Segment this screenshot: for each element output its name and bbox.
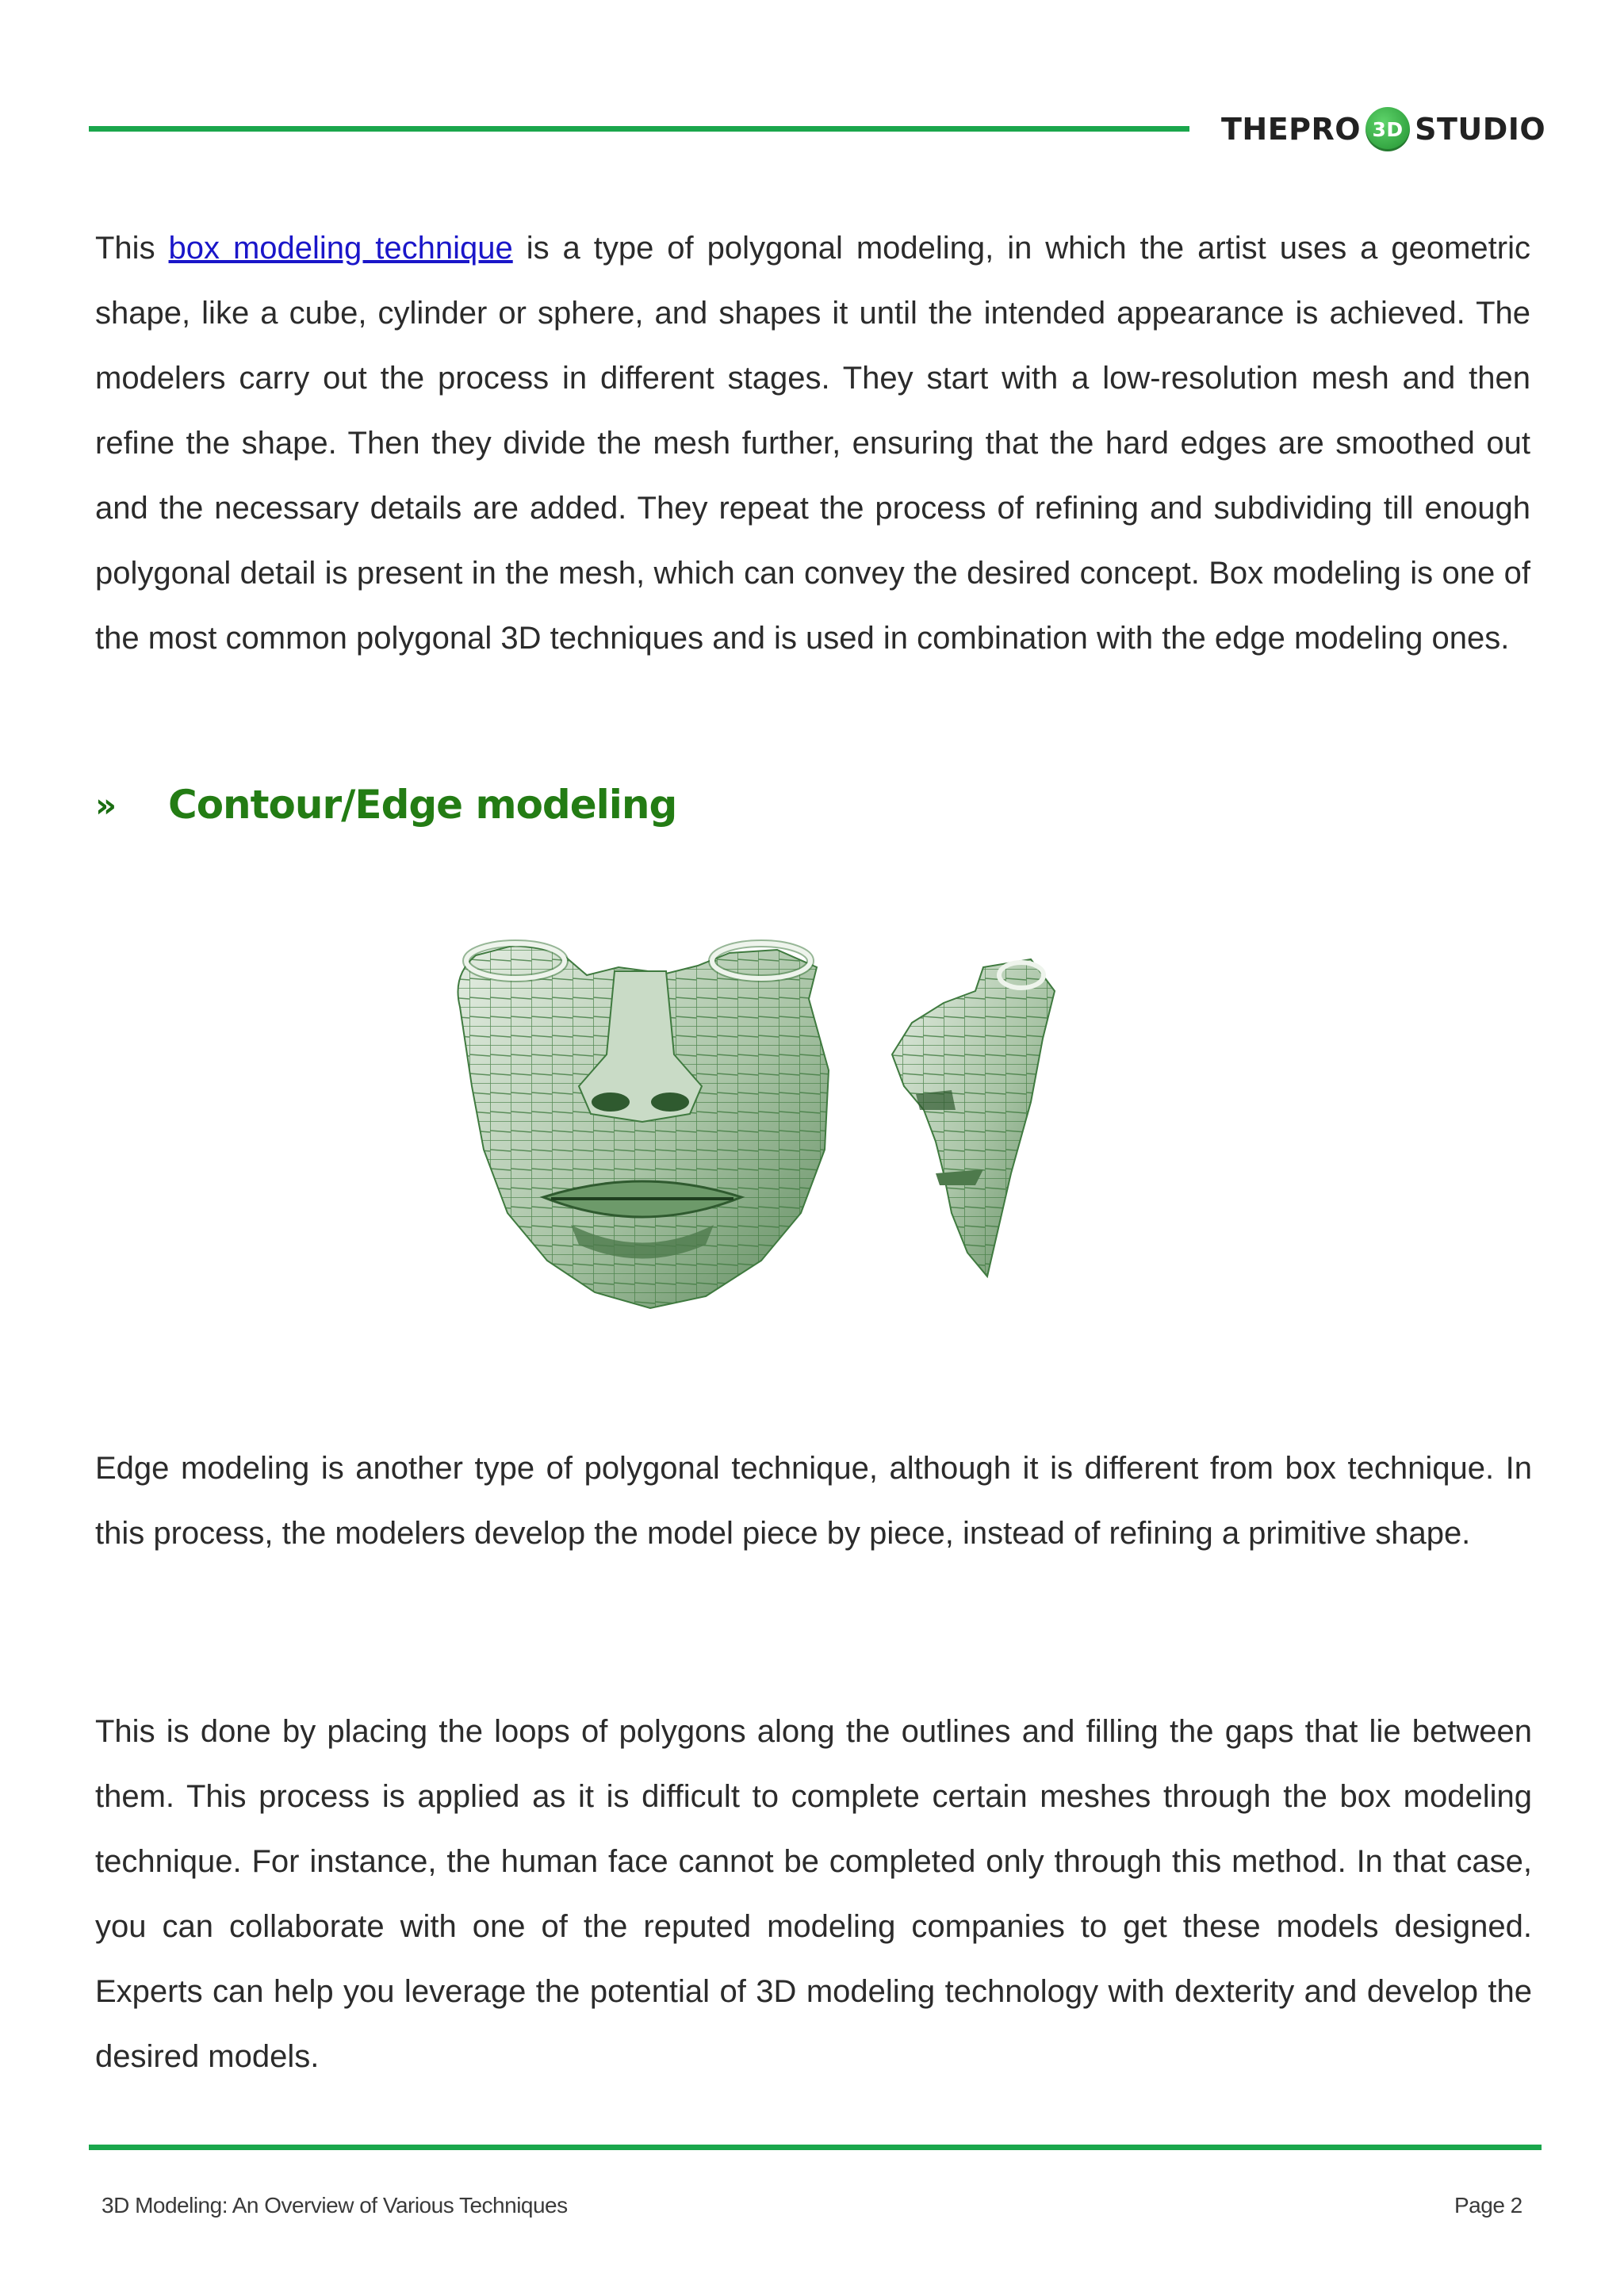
box-modeling-link[interactable]: box modeling technique [168, 231, 513, 266]
loops-paragraph: This is done by placing the loops of polygons along the outlines and filling the gaps that lie between them. This process is applied as it is difficult to complete certain meshes through the box modeling technique. For instance, the human face cannot be completed only through this method. In that case, you can collaborate with one of the reputed modeling companies to get these models designed. Experts can help you leverage the potential of 3D modeling technology with dexterity and develop the desired models. [95, 1714, 1532, 2074]
front-face-mesh [444, 936, 841, 1316]
footer-rule [89, 2145, 1542, 2150]
footer-page-number: Page 2 [1454, 2193, 1522, 2218]
section-title: Contour/Edge modeling [168, 782, 677, 828]
double-chevron-icon: » [95, 785, 117, 825]
footer-document-title: 3D Modeling: An Overview of Various Techniques [102, 2193, 568, 2218]
intro-rest: is a type of polygonal modeling, in which the artist uses a geometric shape, like a cube, cylinder or sphere, and shapes it until the intended appearance is achieved. The modelers carry out the process in different stages. They start with a low-resolution mesh and then refine the shape. Then they divide the mesh further, ensuring that the hard edges are smoothed out and the necessary details are added. They repeat the process of refining and subdividing till enough polygonal detail is present in the mesh, which can convey the desired concept. Box modeling is one of the most common polygonal 3D techniques and is used in combination with the edge modeling ones. [95, 231, 1530, 656]
logo-text-right: STUDIO [1415, 112, 1546, 147]
brand-logo [1221, 105, 1545, 154]
header-rule [89, 126, 1189, 132]
side-profile-mesh [880, 951, 1071, 1284]
logo-3d-badge-icon: 3D [1365, 107, 1410, 151]
edge-modeling-paragraph: Edge modeling is another type of polygonal technique, although it is different from box technique. In this process, the modelers develop the model piece by piece, instead of refining a primitive shape. [95, 1451, 1532, 1551]
logo-text-left: THEPRO [1221, 112, 1362, 147]
intro-lead: This [95, 231, 169, 266]
intro-paragraph [95, 216, 1530, 671]
section-heading [95, 782, 676, 828]
face-mesh-illustration [428, 912, 1189, 1395]
